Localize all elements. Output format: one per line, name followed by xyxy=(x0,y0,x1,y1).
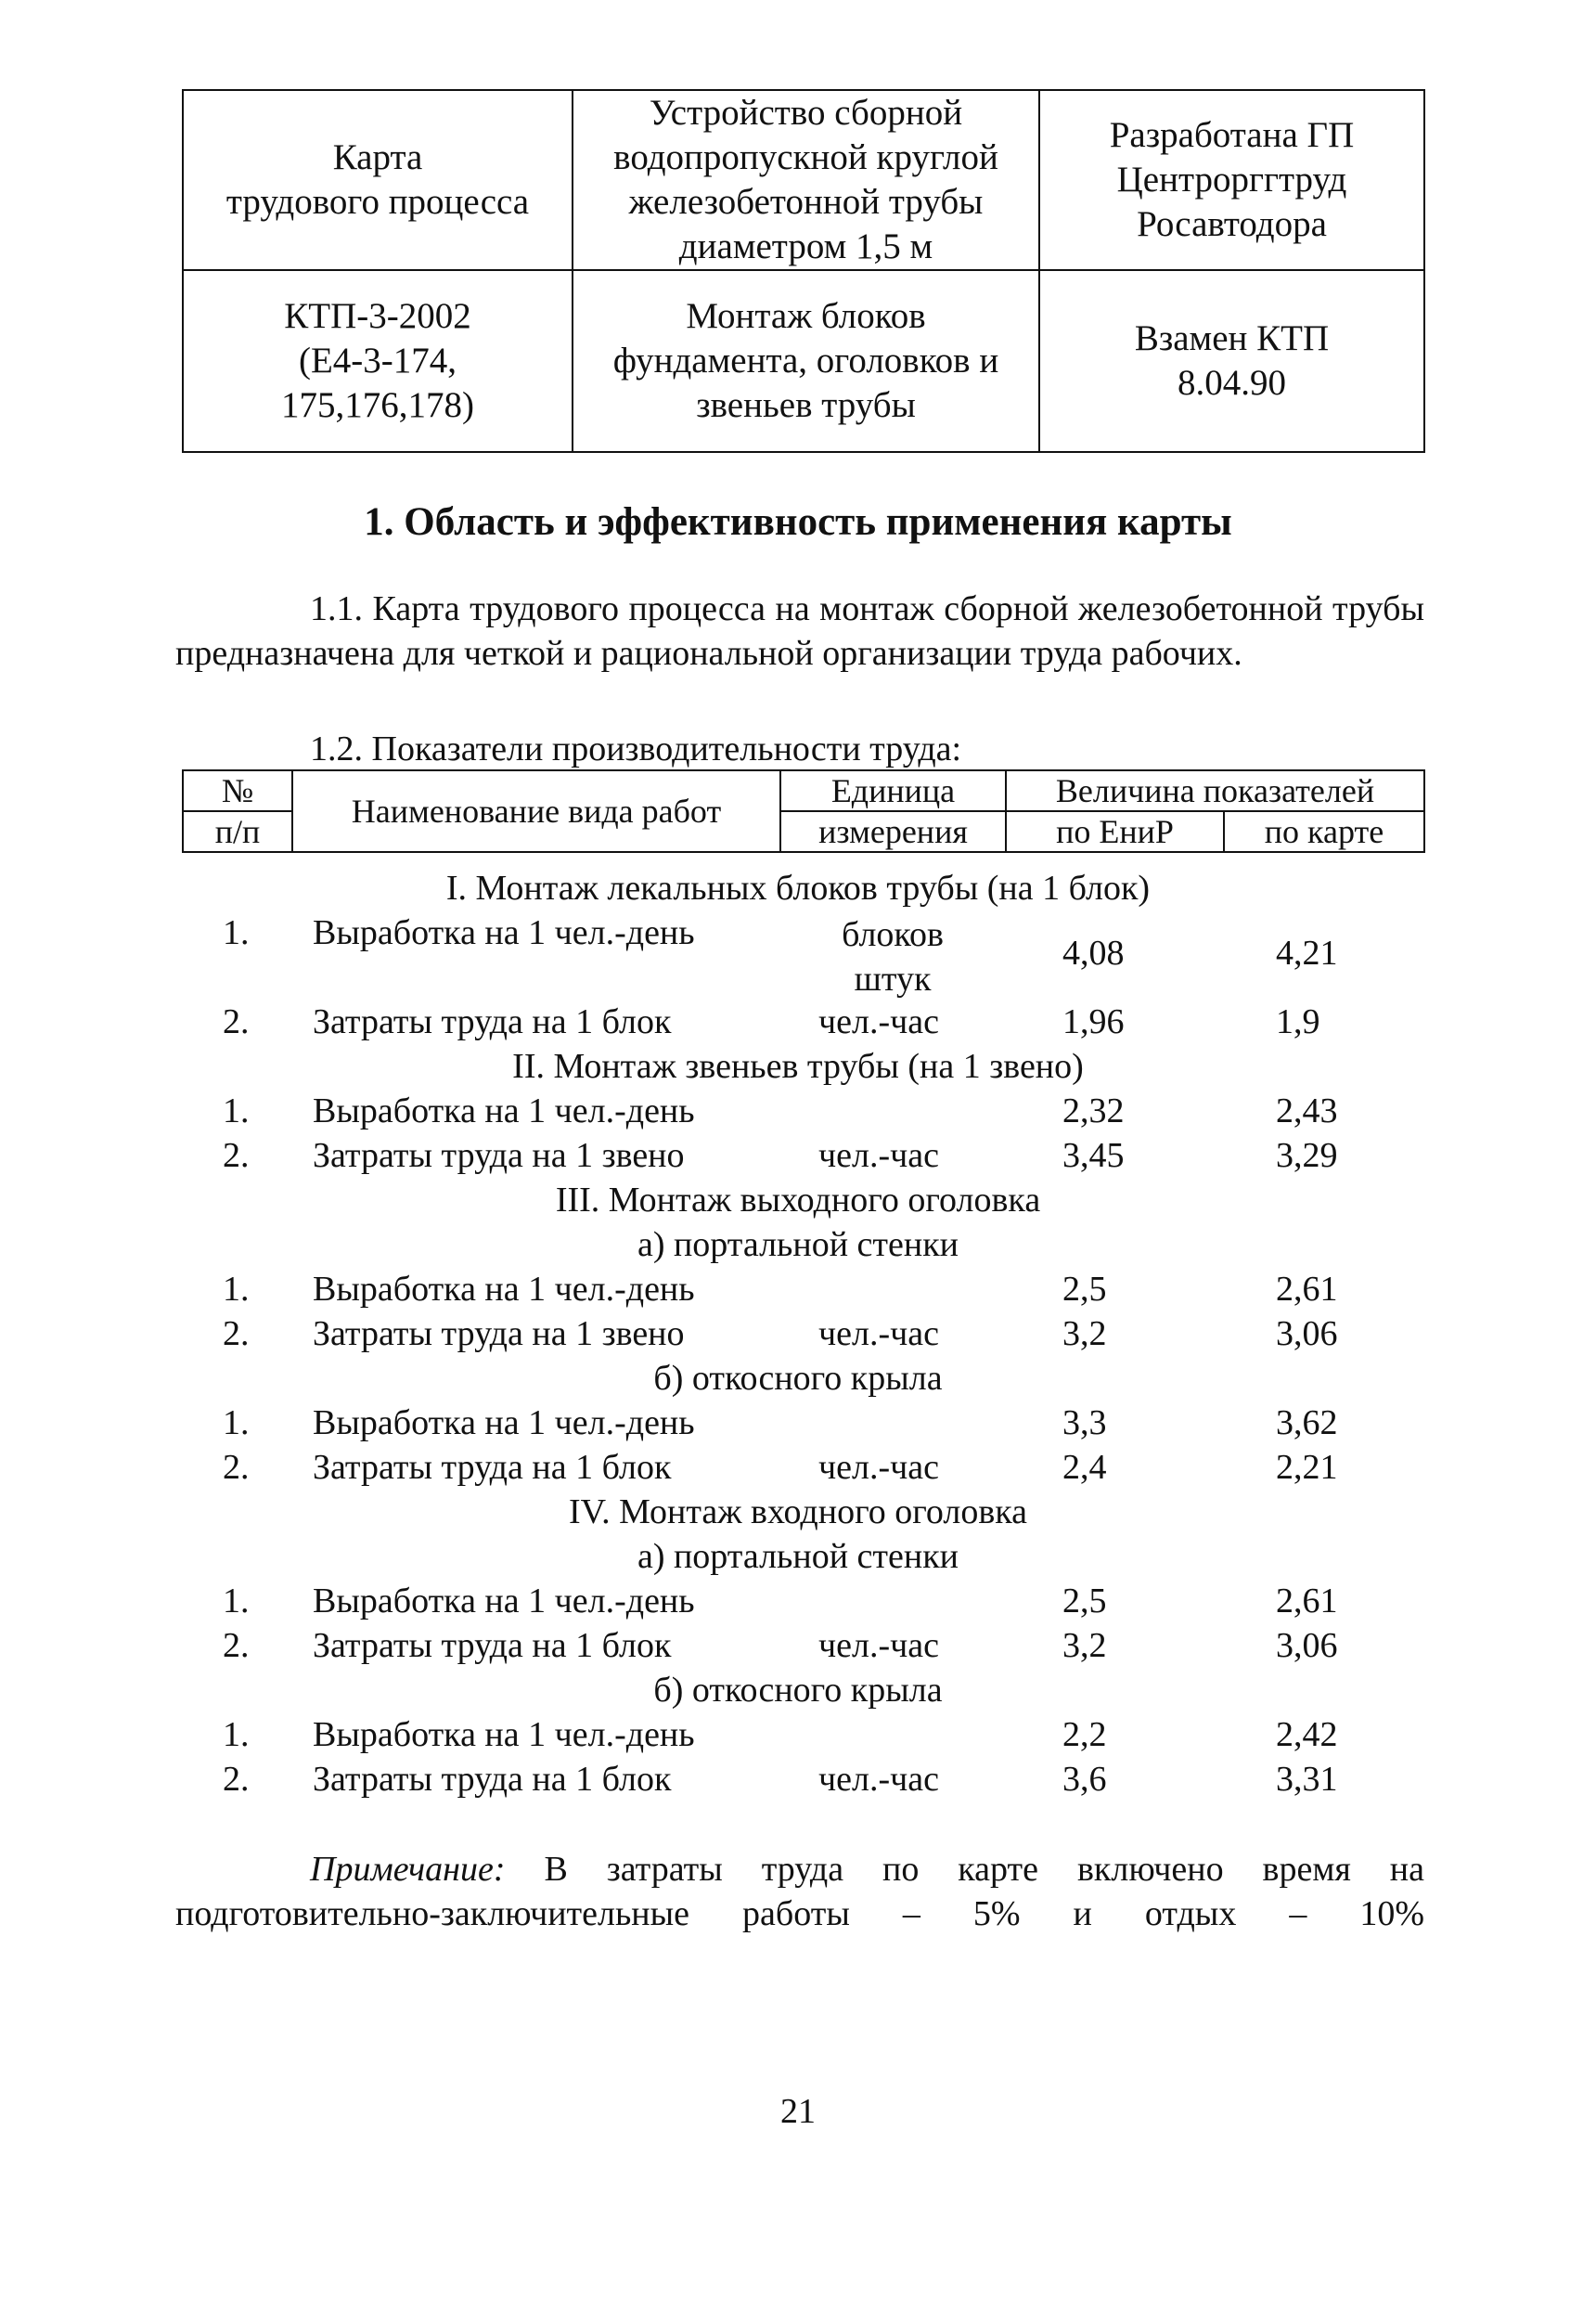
section-heading-text: IV. Монтаж входного оголовка xyxy=(568,1492,1028,1531)
row-number: 2. xyxy=(223,1626,250,1665)
row-number: 2. xyxy=(223,1136,250,1175)
cell-line: Разработана ГП xyxy=(1109,115,1355,155)
row-number: 2. xyxy=(223,1448,250,1487)
row-work-name: Выработка на 1 чел.-день xyxy=(313,913,695,952)
col-header-unit-sub: измерения xyxy=(780,811,1006,852)
row-value-card: 3,29 xyxy=(1276,1136,1338,1175)
paragraph-1-1 xyxy=(175,587,1424,676)
table-row xyxy=(0,1135,1596,1180)
row-value-enir: 2,5 xyxy=(1062,1582,1107,1620)
row-value-card: 2,21 xyxy=(1276,1448,1338,1487)
col-header-num-sub: п/п xyxy=(183,811,292,852)
table-row xyxy=(0,1447,1596,1491)
cell-line: звеньев трубы xyxy=(696,385,916,425)
cell-line: Взамен КТП xyxy=(1134,318,1330,358)
row-work-name: Затраты труда на 1 блок xyxy=(313,1626,672,1665)
row-value-card: 3,31 xyxy=(1276,1760,1338,1799)
table-section-heading xyxy=(0,1358,1596,1402)
table-section-heading xyxy=(0,1046,1596,1091)
col-header-unit: Единица xyxy=(780,770,1006,811)
col-header-values: Величина показателей xyxy=(1006,770,1424,811)
row-value-enir: 3,45 xyxy=(1062,1136,1125,1175)
header-card-replaces-cell xyxy=(1039,270,1424,452)
table-section-heading xyxy=(0,1670,1596,1714)
page-number: 21 xyxy=(780,2092,816,2131)
table-section-heading xyxy=(0,1491,1596,1536)
row-number: 2. xyxy=(223,1760,250,1799)
header-card-code-cell xyxy=(183,270,573,452)
row-number: 1. xyxy=(223,1403,250,1442)
row-work-name: Затраты труда на 1 блок xyxy=(313,1760,672,1799)
row-unit: чел.-час xyxy=(818,1002,939,1041)
section-heading-text: а) портальной стенки xyxy=(637,1537,959,1576)
table-row xyxy=(0,1313,1596,1358)
section-heading-text: а) портальной стенки xyxy=(637,1225,959,1264)
row-value-enir: 2,4 xyxy=(1062,1448,1107,1487)
row-value-card: 3,62 xyxy=(1276,1403,1338,1442)
table-section-heading xyxy=(0,1224,1596,1269)
row-number: 2. xyxy=(223,1002,250,1041)
row-unit xyxy=(818,912,967,1001)
row-number: 1. xyxy=(223,1270,250,1309)
cell-line: Монтаж блоков xyxy=(686,296,926,336)
row-number: 2. xyxy=(223,1314,250,1353)
row-unit: чел.-час xyxy=(818,1314,939,1353)
cell-line: Карта xyxy=(332,137,423,177)
table-section-heading xyxy=(0,868,1596,912)
col-header-by-card: по карте xyxy=(1224,811,1424,852)
row-unit-line: штук xyxy=(854,960,932,999)
row-value-card: 1,9 xyxy=(1276,1002,1320,1041)
row-unit-line: блоков xyxy=(842,915,944,954)
row-unit: чел.-час xyxy=(818,1136,939,1175)
row-value-enir: 3,3 xyxy=(1062,1403,1107,1442)
row-value-card: 4,21 xyxy=(1276,934,1338,973)
cell-line: Росавтодора xyxy=(1137,204,1327,244)
table-row xyxy=(0,1269,1596,1313)
cell-line: фундамента, оголовков и xyxy=(612,341,999,381)
note xyxy=(175,1847,1424,1936)
cell-line: водопропускной круглой xyxy=(613,137,998,177)
note-text: В затраты труда по карте включено время на подготовительно-заключительные работы – 5% и отдых – 10% xyxy=(175,1850,1424,1933)
table-section-heading xyxy=(0,1536,1596,1581)
indicators-table-body xyxy=(0,868,1596,1803)
col-header-num: № xyxy=(183,770,292,811)
row-value-enir: 1,96 xyxy=(1062,1002,1125,1041)
section-heading-text: II. Монтаж звеньев трубы (на 1 звено) xyxy=(512,1047,1084,1086)
table-row xyxy=(0,1625,1596,1670)
row-value-enir: 3,6 xyxy=(1062,1760,1107,1799)
cell-line: трудового процесса xyxy=(225,182,530,222)
row-value-card: 3,06 xyxy=(1276,1314,1338,1353)
cell-line: КТП-3-2002 xyxy=(284,296,471,336)
section-heading-text: I. Монтаж лекальных блоков трубы (на 1 блок) xyxy=(445,869,1151,908)
row-work-name: Выработка на 1 чел.-день xyxy=(313,1091,695,1130)
table-row xyxy=(0,1581,1596,1625)
row-unit: чел.-час xyxy=(818,1448,939,1487)
table-row xyxy=(0,1759,1596,1803)
section-heading-text: III. Монтаж выходного оголовка xyxy=(555,1181,1041,1220)
row-number: 1. xyxy=(223,1715,250,1754)
paragraph-1-1-text: 1.1. Карта трудового процесса на монтаж сборной железобетонной трубы предназначена для четкой и рациональной организации труда рабочих. xyxy=(175,589,1424,673)
row-work-name: Затраты труда на 1 блок xyxy=(313,1002,672,1041)
header-card-operation-cell xyxy=(573,270,1039,452)
cell-line: железобетонной трубы xyxy=(628,182,984,222)
table-section-heading xyxy=(0,1180,1596,1224)
row-work-name: Выработка на 1 чел.-день xyxy=(313,1403,695,1442)
row-work-name: Затраты труда на 1 блок xyxy=(313,1448,672,1487)
header-card-table xyxy=(182,89,1425,453)
cell-line: 8.04.90 xyxy=(1178,363,1286,403)
row-value-card: 2,61 xyxy=(1276,1582,1338,1620)
table-row xyxy=(0,1091,1596,1135)
row-work-name: Выработка на 1 чел.-день xyxy=(313,1582,695,1620)
row-unit: чел.-час xyxy=(818,1760,939,1799)
row-value-card: 2,61 xyxy=(1276,1270,1338,1309)
row-number: 1. xyxy=(223,913,250,952)
header-card-title-cell xyxy=(183,90,573,270)
section-heading-text: б) откосного крыла xyxy=(653,1359,943,1398)
section-title: 1. Область и эффективность применения карты xyxy=(364,500,1232,544)
cell-line: Центрорггтруд xyxy=(1116,160,1347,200)
row-value-enir: 2,5 xyxy=(1062,1270,1107,1309)
row-unit: чел.-час xyxy=(818,1626,939,1665)
cell-line: (Е4-3-174, xyxy=(298,341,457,381)
table-row xyxy=(0,912,1596,1001)
header-card-subject-cell xyxy=(573,90,1039,270)
section-heading-text: б) откосного крыла xyxy=(653,1671,943,1710)
col-header-name: Наименование вида работ xyxy=(292,770,780,852)
cell-line: 175,176,178) xyxy=(281,385,474,425)
row-value-card: 2,43 xyxy=(1276,1091,1338,1130)
indicators-table-header xyxy=(182,769,1425,853)
note-label: Примечание: xyxy=(310,1850,506,1889)
row-value-card: 3,06 xyxy=(1276,1626,1338,1665)
cell-line: диаметром 1,5 м xyxy=(678,226,933,266)
row-value-enir: 3,2 xyxy=(1062,1626,1107,1665)
table-row xyxy=(0,1402,1596,1447)
row-value-card: 2,42 xyxy=(1276,1715,1338,1754)
row-number: 1. xyxy=(223,1582,250,1620)
cell-line: Устройство сборной xyxy=(649,93,963,133)
row-value-enir: 2,2 xyxy=(1062,1715,1107,1754)
table-row xyxy=(0,1714,1596,1759)
row-value-enir: 3,2 xyxy=(1062,1314,1107,1353)
row-work-name: Затраты труда на 1 звено xyxy=(313,1314,685,1353)
paragraph-1-2: 1.2. Показатели производительности труда: xyxy=(310,729,962,768)
row-work-name: Выработка на 1 чел.-день xyxy=(313,1715,695,1754)
row-value-enir: 2,32 xyxy=(1062,1091,1125,1130)
row-work-name: Затраты труда на 1 звено xyxy=(313,1136,685,1175)
table-row xyxy=(0,1001,1596,1046)
col-header-by-enir: по ЕниР xyxy=(1006,811,1224,852)
row-work-name: Выработка на 1 чел.-день xyxy=(313,1270,695,1309)
header-card-developer-cell xyxy=(1039,90,1424,270)
row-number: 1. xyxy=(223,1091,250,1130)
row-value-enir: 4,08 xyxy=(1062,934,1125,973)
